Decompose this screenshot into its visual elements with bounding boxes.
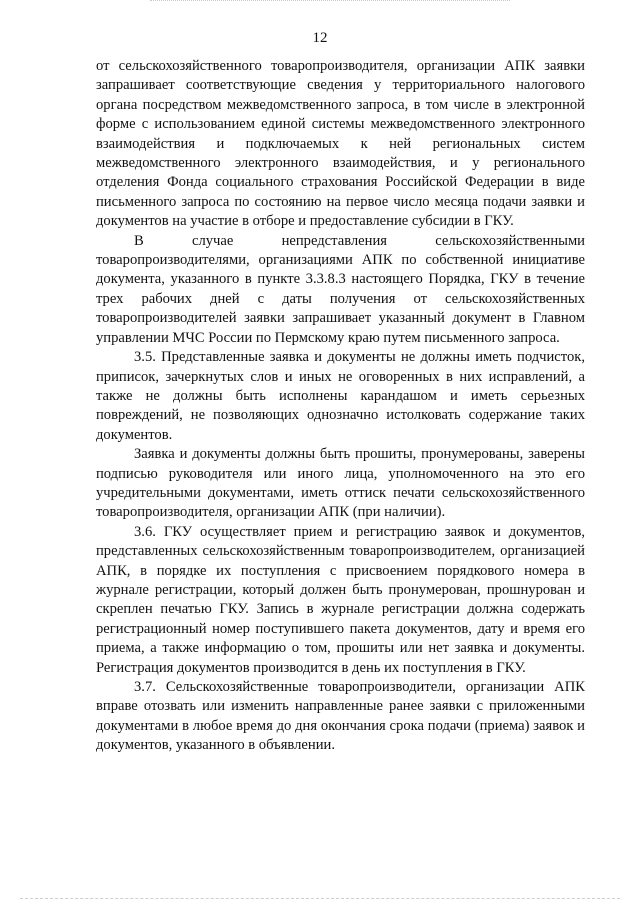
paragraph-nonsubmission: В случае непредставления сельскохозяйственными товаропроизводителями, организациями АПК по собственной инициативе документа, указанного в пункте 3.3.8.3 настоящего Порядка, ГКУ в течение трех рабочих дней с даты получения от сельскохозяйственных товаропроизводителей заявки запрашивает указанный документ в Главном управлении МЧС России по Пермскому краю путем письменного запроса. <box>96 232 585 346</box>
paragraph-clause-3-6: 3.6. ГКУ осуществляет прием и регистрацию заявок и документов, представленных сельскохозяйственным товаропроизводителем, организацией АПК, в порядке их поступления с присвоением порядкового номера в журнале регистрации, который должен быть пронумерован, прошнурован и скреплен печатью ГКУ. Запись в журнале регистрации должна содержать регистрационный номер поступившего пакета документов, дату и время его приема, а также информацию о том, прошиты или нет заявка и документы. Регистрация документов производится в день их поступления в ГКУ. <box>96 523 585 676</box>
document-body <box>96 57 585 756</box>
paragraph-clause-3-7: 3.7. Сельскохозяйственные товаропроизводители, организации АПК вправе отозвать или изменить направленные ранее заявки с приложенными документами в любое время до дня окончания срока подачи (приема) заявок и документов, указанного в объявлении. <box>96 679 585 754</box>
paragraph-binding-requirements: Заявка и документы должны быть прошиты, пронумерованы, заверены подписью руководителя или иного лица, уполномоченного на это его учредительными документами, иметь оттиск печати сельскохозяйственного товаропроизводителя, организации АПК (при наличии). <box>96 446 585 521</box>
page-number: 12 <box>312 30 328 46</box>
scan-edge-bottom <box>20 898 620 901</box>
paragraph-continuation: от сельскохозяйственного товаропроизводителя, организации АПК заявки запрашивает соответствующие сведения у территориального налогового органа посредством межведомственного запроса, в том числе в электронной форме с использованием единой системы межведомственного электронного взаимодействия и подключаемых к ней региональных систем межведомственного электронного взаимодействия, и у регионального отделения Фонда социального страхования Российской Федерации в виде письменного запроса по состоянию на первое число месяца подачи заявки и документов на участие в отборе и предоставление субсидии в ГКУ. <box>96 58 585 230</box>
scan-edge-top <box>150 0 510 3</box>
paragraph-clause-3-5: 3.5. Представленные заявка и документы не должны иметь подчисток, приписок, зачеркнутых слов и иных не оговоренных в них исправлений, а также не должны быть исполнены карандашом и иметь серьезных повреждений, не позволяющих однозначно истолковать содержание таких документов. <box>96 349 585 443</box>
